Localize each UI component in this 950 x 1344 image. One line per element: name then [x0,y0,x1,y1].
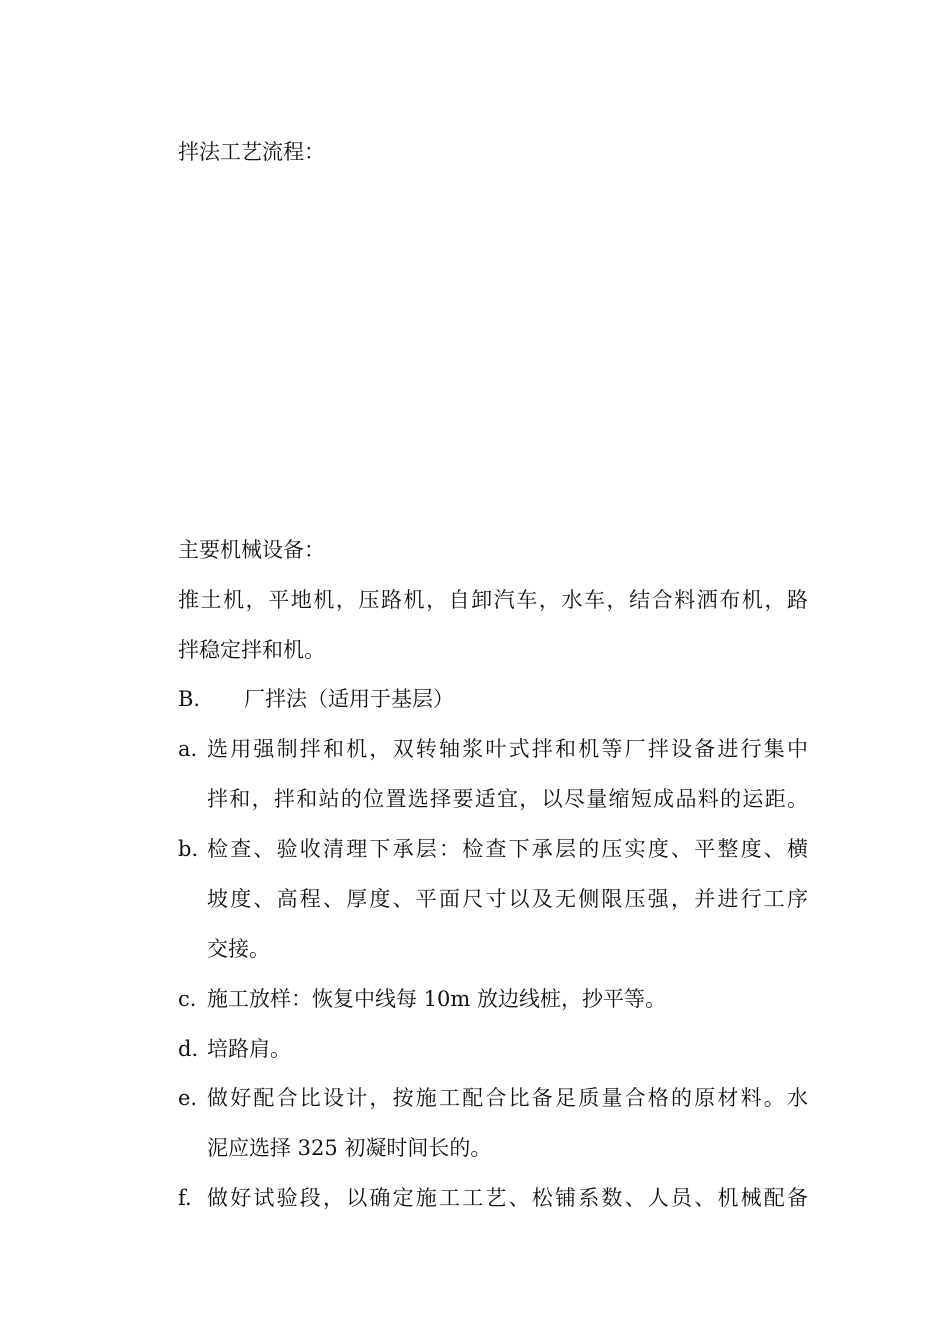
list-item-line: 选用强制拌和机，双转轴浆叶式拌和机等厂拌设备进行集中 [207,737,808,761]
list-item-line: 做好试验段，以确定施工工艺、松铺系数、人员、机械配备 [207,1186,808,1210]
equipment-line: 拌稳定拌和机。 [178,638,325,662]
process-heading: 拌法工艺流程： [178,140,325,164]
list-item-line: 坡度、高程、厚度、平面尺寸以及无侧限压强，并进行工序 [207,887,808,911]
list-item-label: f. [178,1186,192,1210]
list-item-label: d. [178,1037,199,1061]
list-item-line: 检查、验收清理下承层：检查下承层的压实度、平整度、横 [207,837,808,861]
list-item-line: 交接。 [207,937,270,961]
section-b-title: 厂拌法（适用于基层） [244,687,454,711]
section-b-label: B. [178,687,201,711]
list-item-line: 泥应选择 325 初凝时间长的。 [207,1136,492,1160]
equipment-line: 推土机，平地机，压路机，自卸汽车，水车，结合料洒布机，路 [178,588,808,612]
list-item-line: 拌和，拌和站的位置选择要适宜，以尽量缩短成品料的运距。 [207,787,808,811]
list-item-line: 培路肩。 [207,1037,291,1061]
list-item-label: b. [178,837,199,861]
list-item-label: e. [178,1086,198,1110]
list-item-label: a. [178,737,198,761]
list-item-line: 做好配合比设计，按施工配合比备足质量合格的原材料。水 [207,1086,808,1110]
list-item-line: 施工放样：恢复中线每 10m 放边线桩，抄平等。 [207,987,666,1011]
equipment-title: 主要机械设备： [178,538,325,562]
list-item-label: c. [178,987,197,1011]
